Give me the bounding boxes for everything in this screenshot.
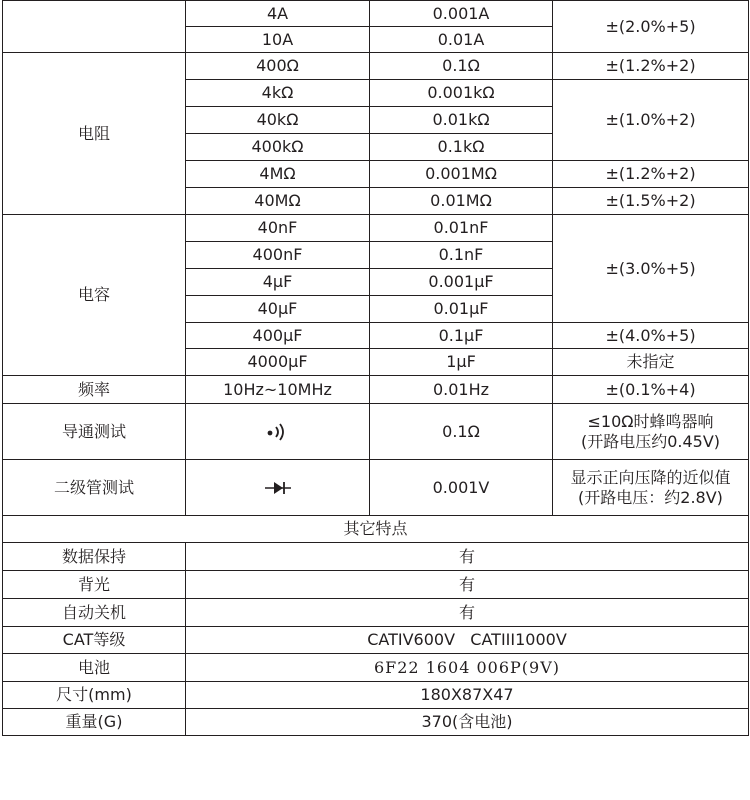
table-row <box>3 571 749 599</box>
resolution-cell: 0.1kΩ <box>370 134 553 161</box>
table-row <box>3 404 749 460</box>
table-row <box>3 460 749 516</box>
feature-label: 电池 <box>3 654 186 682</box>
range-cell: 4A <box>186 1 370 27</box>
accuracy-cell: ±(4.0%+5) <box>553 323 749 349</box>
range-cell: 40nF <box>186 215 370 242</box>
resolution-cell: 0.001kΩ <box>370 80 553 107</box>
resolution-cell: 0.1nF <box>370 242 553 269</box>
accuracy-cell <box>553 460 749 516</box>
feature-value: 370(含电池) <box>186 709 749 736</box>
resolution-cell: 0.01μF <box>370 296 553 323</box>
table-row <box>3 1 749 27</box>
accuracy-cell: ±(1.2%+2) <box>553 161 749 188</box>
range-cell: 4kΩ <box>186 80 370 107</box>
feature-label: CAT等级 <box>3 627 186 654</box>
diode-icon <box>186 460 370 516</box>
category-cell-capacitance: 电容 <box>3 215 186 376</box>
range-cell: 40μF <box>186 296 370 323</box>
category-cell-resistance: 电阻 <box>3 53 186 215</box>
resolution-cell: 0.01MΩ <box>370 188 553 215</box>
resolution-cell: 1μF <box>370 349 553 376</box>
feature-value: CATIV600V CATIII1000V <box>186 627 749 654</box>
range-cell: 4μF <box>186 269 370 296</box>
category-cell-continuity: 导通测试 <box>3 404 186 460</box>
feature-label: 尺寸(mm) <box>3 682 186 709</box>
table-row <box>3 516 749 543</box>
buzzer-icon <box>186 404 370 460</box>
feature-value: 有 <box>186 599 749 627</box>
resolution-cell: 0.01kΩ <box>370 107 553 134</box>
feature-label: 重量(G) <box>3 709 186 736</box>
accuracy-cell: ±(1.0%+2) <box>553 80 749 161</box>
range-cell: 400nF <box>186 242 370 269</box>
table-row <box>3 376 749 404</box>
accuracy-cell: 未指定 <box>553 349 749 376</box>
range-cell: 40kΩ <box>186 107 370 134</box>
table-row <box>3 654 749 682</box>
accuracy-cell: ±(1.2%+2) <box>553 53 749 80</box>
range-cell: 10A <box>186 27 370 53</box>
category-cell-current <box>3 1 186 53</box>
accuracy-cell: ±(1.5%+2) <box>553 188 749 215</box>
table-row <box>3 709 749 736</box>
accuracy-cell: ±(3.0%+5) <box>553 215 749 323</box>
range-cell: 10Hz~10MHz <box>186 376 370 404</box>
resolution-cell: 0.001V <box>370 460 553 516</box>
range-cell: 400μF <box>186 323 370 349</box>
accuracy-cell: ±(0.1%+4) <box>553 376 749 404</box>
feature-label: 背光 <box>3 571 186 599</box>
accuracy-note-line: ≤10Ω时蜂鸣器响 <box>587 411 714 431</box>
range-cell: 4MΩ <box>186 161 370 188</box>
accuracy-cell: ±(2.0%+5) <box>553 1 749 53</box>
feature-value: 6F22 1604 006P(9V) <box>186 654 749 682</box>
feature-label: 自动关机 <box>3 599 186 627</box>
table-row <box>3 543 749 571</box>
table-row <box>3 682 749 709</box>
feature-value: 180X87X47 <box>186 682 749 709</box>
resolution-cell: 0.01Hz <box>370 376 553 404</box>
resolution-cell: 0.01A <box>370 27 553 53</box>
table-row <box>3 53 749 80</box>
resolution-cell: 0.1Ω <box>370 404 553 460</box>
table-row <box>3 215 749 242</box>
feature-value: 有 <box>186 543 749 571</box>
accuracy-cell <box>553 404 749 460</box>
feature-label: 数据保持 <box>3 543 186 571</box>
section-title-other: 其它特点 <box>3 516 749 543</box>
table-row <box>3 599 749 627</box>
spec-table <box>2 0 749 736</box>
range-cell: 400Ω <box>186 53 370 80</box>
resolution-cell: 0.01nF <box>370 215 553 242</box>
category-cell-diode: 二级管测试 <box>3 460 186 516</box>
accuracy-note-line: 显示正向压降的近似值 <box>570 467 731 487</box>
resolution-cell: 0.1Ω <box>370 53 553 80</box>
resolution-cell: 0.001μF <box>370 269 553 296</box>
range-cell: 400kΩ <box>186 134 370 161</box>
accuracy-note-line: (开路电压约0.45V) <box>580 431 721 451</box>
accuracy-note-line: (开路电压：约2.8V) <box>578 487 723 507</box>
table-row <box>3 627 749 654</box>
resolution-cell: 0.001A <box>370 1 553 27</box>
category-cell-frequency: 频率 <box>3 376 186 404</box>
feature-value: 有 <box>186 571 749 599</box>
resolution-cell: 0.1μF <box>370 323 553 349</box>
range-cell: 40MΩ <box>186 188 370 215</box>
range-cell: 4000μF <box>186 349 370 376</box>
resolution-cell: 0.001MΩ <box>370 161 553 188</box>
